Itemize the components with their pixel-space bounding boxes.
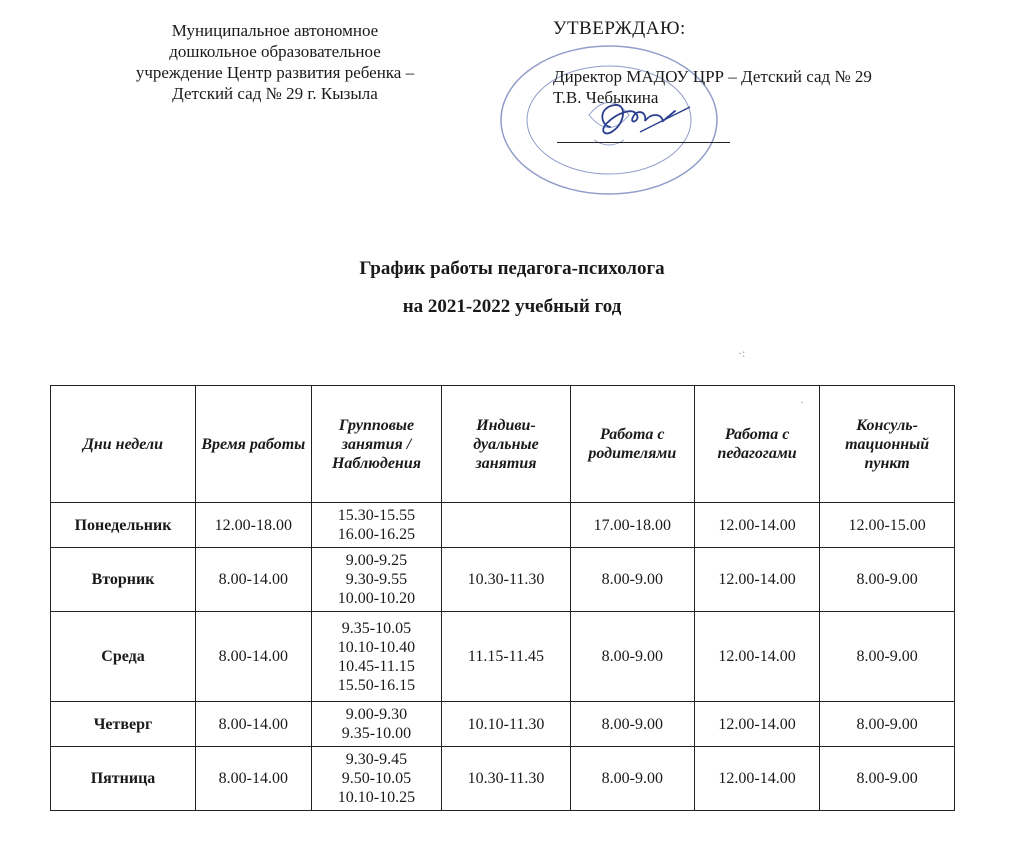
time-slot: 9.30-9.55 [345, 571, 408, 588]
time-slot: 9.35-10.00 [341, 725, 412, 742]
time-slot: 9.50-10.05 [341, 770, 412, 787]
parents-cell: 8.00-9.00 [570, 612, 694, 702]
time-slot: 9.00-9.30 [345, 706, 408, 723]
day-cell: Четверг [51, 702, 196, 747]
header-teachers: Работа с педагогами [694, 386, 819, 503]
consult-cell: 8.00-9.00 [820, 612, 955, 702]
time-slot: 10.10-10.40 [337, 638, 416, 656]
consult-cell: 8.00-9.00 [820, 702, 955, 747]
consult-cell: 8.00-9.00 [820, 548, 955, 612]
hours-cell: 8.00-14.00 [196, 548, 312, 612]
time-slot: 15.50-16.15 [337, 676, 416, 694]
time-slot: 16.00-16.25 [337, 526, 416, 543]
group-cell [311, 702, 442, 747]
table-row [51, 503, 955, 548]
group-cell [311, 548, 442, 612]
individual-cell: 10.10-11.30 [442, 702, 570, 747]
teachers-cell: 12.00-14.00 [694, 548, 819, 612]
day-cell: Пятница [51, 747, 196, 811]
header-hours: Время работы [196, 386, 312, 503]
scan-speck: ·: [738, 346, 746, 360]
table-row [51, 612, 955, 702]
header-parents: Работа с родителями [570, 386, 694, 503]
signature-icon [580, 92, 700, 152]
individual-cell [442, 503, 570, 548]
organization-line: Детский сад № 29 г. Кызыла [172, 84, 378, 103]
individual-cell: 11.15-11.45 [442, 612, 570, 702]
header-consultation: Консуль-тационный пункт [820, 386, 955, 503]
parents-cell: 8.00-9.00 [570, 702, 694, 747]
header-group-sessions: Групповые занятия / Наблюдения [311, 386, 442, 503]
organization-name [100, 20, 450, 104]
table-row [51, 702, 955, 747]
individual-cell: 10.30-11.30 [442, 548, 570, 612]
day-cell: Вторник [51, 548, 196, 612]
consult-cell: 8.00-9.00 [820, 747, 955, 811]
approval-heading: УТВЕРЖДАЮ: [553, 18, 686, 39]
time-slot: 15.30-15.55 [337, 507, 416, 524]
day-cell: Понедельник [51, 503, 196, 548]
schedule-table [50, 385, 955, 811]
individual-cell: 10.30-11.30 [442, 747, 570, 811]
document-subtitle: на 2021-2022 учебный год [402, 296, 622, 317]
table-row [51, 747, 955, 811]
approver-name: Т.В. Чебыкина [553, 88, 659, 107]
table-row [51, 548, 955, 612]
document-title: График работы педагога-психолога [359, 258, 665, 279]
group-cell [311, 747, 442, 811]
time-slot: 9.30-9.45 [345, 751, 408, 768]
hours-cell: 8.00-14.00 [196, 612, 312, 702]
teachers-cell: 12.00-14.00 [694, 503, 819, 548]
organization-line: учреждение Центр развития ребенка – [135, 63, 415, 82]
header-days: Дни недели [51, 386, 196, 503]
time-slot: 9.35-10.05 [341, 619, 412, 637]
time-slot: 10.10-10.25 [337, 789, 416, 806]
teachers-cell: 12.00-14.00 [694, 612, 819, 702]
parents-cell: 8.00-9.00 [570, 548, 694, 612]
time-slot: 10.00-10.20 [337, 590, 416, 607]
organization-line: дошкольное образовательное [169, 42, 381, 61]
day-cell: Среда [51, 612, 196, 702]
parents-cell: 8.00-9.00 [570, 747, 694, 811]
teachers-cell: 12.00-14.00 [694, 702, 819, 747]
consult-cell: 12.00-15.00 [820, 503, 955, 548]
hours-cell: 12.00-18.00 [196, 503, 312, 548]
parents-cell: 17.00-18.00 [570, 503, 694, 548]
table-header-row [51, 386, 955, 503]
hours-cell: 8.00-14.00 [196, 702, 312, 747]
approver-position: Директор МАДОУ ЦРР – Детский сад № 29 [553, 67, 872, 86]
teachers-cell: 12.00-14.00 [694, 747, 819, 811]
group-cell [311, 503, 442, 548]
time-slot: 9.00-9.25 [345, 552, 408, 569]
group-cell [311, 612, 442, 702]
organization-line: Муниципальное автономное [171, 21, 379, 40]
scan-speck: · [800, 395, 804, 409]
hours-cell: 8.00-14.00 [196, 747, 312, 811]
time-slot: 10.45-11.15 [338, 657, 415, 675]
header-individual-sessions: Индиви-дуальные занятия [442, 386, 570, 503]
